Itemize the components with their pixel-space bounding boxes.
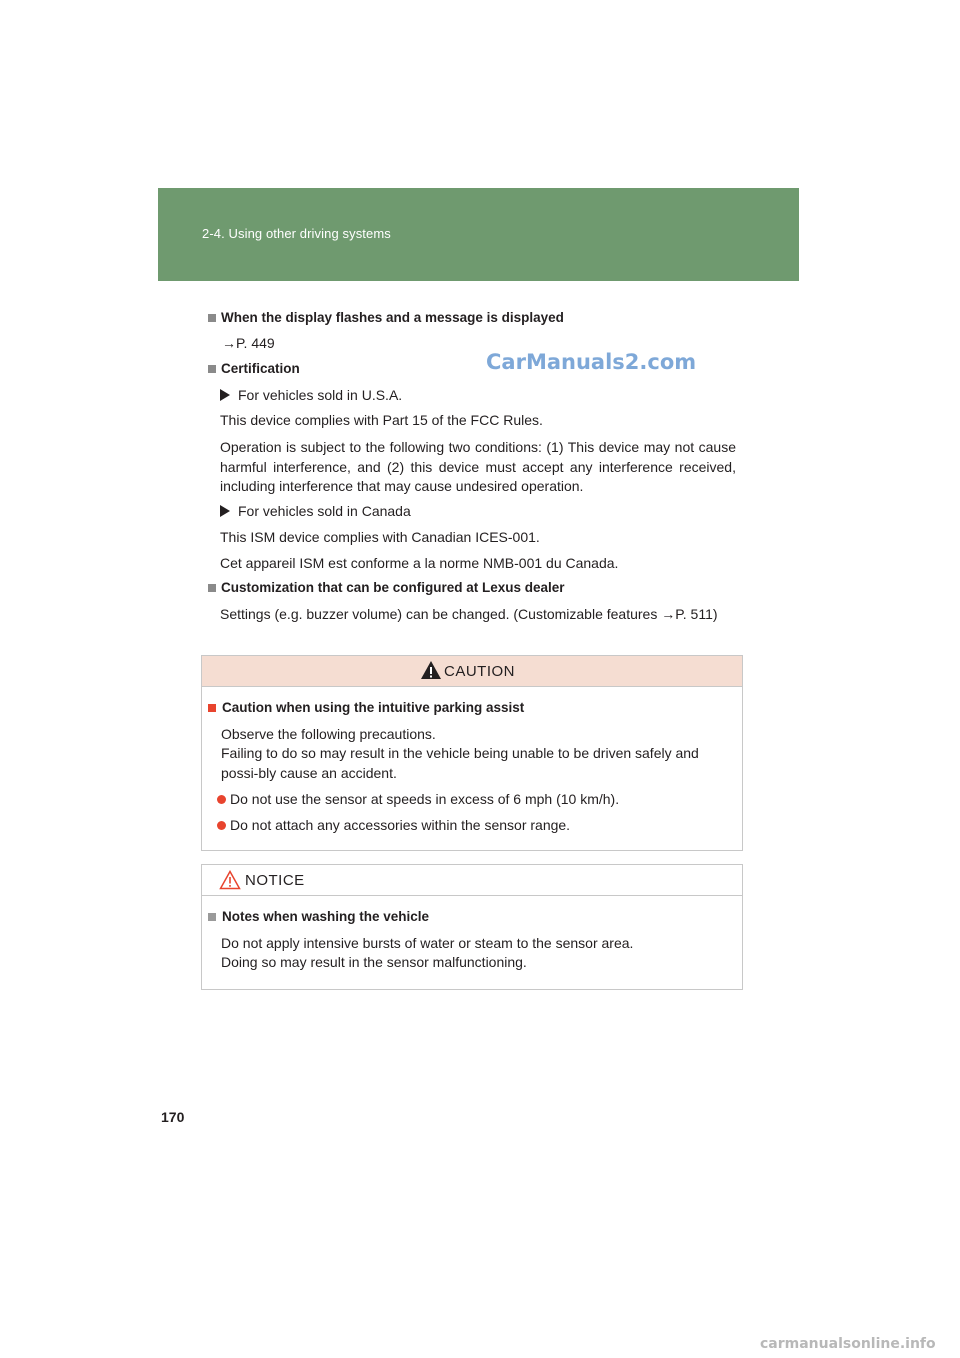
caution-bullet-1: Do not use the sensor at speeds in excess of 6 mph (10 km/h). [217, 790, 735, 810]
watermark: CarManuals2.com [486, 350, 697, 374]
caution-title: CAUTION [444, 663, 515, 680]
usa-paragraph-2: Operation is subject to the following two conditions: (1) This device may not cause harmful interference, and (2) this device must accept any interference received, including interference that may cause undesired operation. [220, 439, 736, 494]
section-title: 2-4. Using other driving systems [202, 226, 391, 241]
square-bullet-icon [208, 913, 216, 921]
caution-paragraph-1: Observe the following precautions. [221, 726, 436, 742]
round-bullet-icon [217, 795, 226, 804]
canada-paragraph-2: Cet appareil ISM est conforme a la norme NMB-001 du Canada. [220, 555, 619, 571]
square-bullet-icon [208, 365, 216, 373]
notice-paragraph-1: Do not apply intensive bursts of water or steam to the sensor area. [221, 935, 634, 951]
square-bullet-icon [208, 704, 216, 712]
notice-paragraph-2: Doing so may result in the sensor malfunctioning. [221, 954, 527, 970]
warning-outline-icon [219, 870, 241, 890]
ref-display-flash: →P. 449 [222, 335, 275, 351]
footer-watermark: carmanualsonline.info [760, 1336, 936, 1352]
label-usa: For vehicles sold in U.S.A. [220, 386, 736, 406]
warning-icon [420, 660, 442, 680]
round-bullet-icon [217, 821, 226, 830]
caution-bullet-2: Do not attach any accessories within the sensor range. [217, 816, 735, 836]
usa-paragraph-1: This device complies with Part 15 of the FCC Rules. [220, 412, 543, 428]
caution-box [201, 655, 743, 851]
triangle-bullet-icon [220, 389, 230, 401]
square-bullet-icon [208, 584, 216, 592]
label-canada: For vehicles sold in Canada [220, 502, 736, 522]
notice-title-bar [202, 865, 742, 896]
caution-title-bar [202, 656, 742, 687]
notice-title: NOTICE [245, 872, 305, 889]
canada-paragraph-1: This ISM device complies with Canadian ICES-001. [220, 529, 540, 545]
caution-subheading: Caution when using the intuitive parking assist [208, 700, 524, 715]
section-header-bar [158, 188, 799, 281]
heading-certification: Certification [208, 361, 300, 376]
heading-customization: Customization that can be configured at Lexus dealer [208, 580, 565, 595]
page-number: 170 [161, 1109, 185, 1125]
notice-box [201, 864, 743, 990]
customization-text: Settings (e.g. buzzer volume) can be changed. (Customizable features →P. 511) [220, 606, 718, 622]
heading-display-flash: When the display flashes and a message is displayed [208, 310, 564, 325]
caution-paragraph-2: Failing to do so may result in the vehicle being unable to be driven safely and possi-bly cause an accident. [221, 745, 699, 781]
square-bullet-icon [208, 314, 216, 322]
triangle-bullet-icon [220, 505, 230, 517]
notice-subheading: Notes when washing the vehicle [208, 909, 429, 924]
